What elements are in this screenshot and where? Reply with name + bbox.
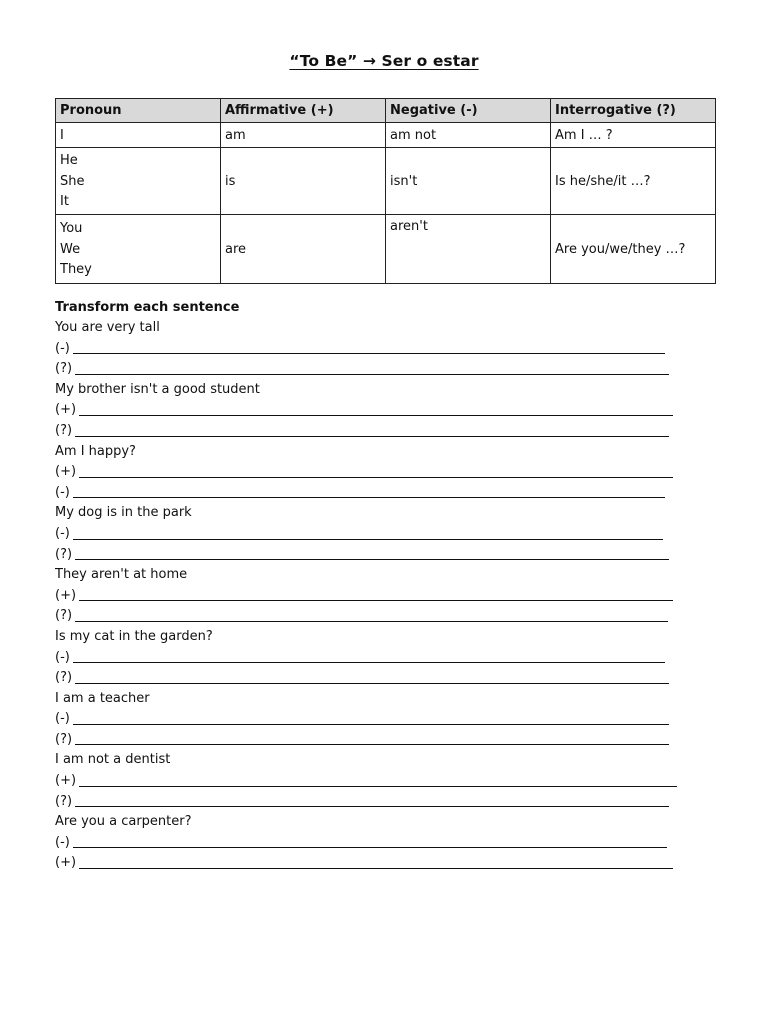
answer-line xyxy=(55,606,695,627)
conjugation-table xyxy=(55,98,716,284)
answer-line xyxy=(55,400,695,421)
pronoun: It xyxy=(60,194,69,210)
table-row xyxy=(56,215,716,284)
table-row xyxy=(56,148,716,215)
pronoun: They xyxy=(60,262,92,278)
answer-line xyxy=(55,586,695,607)
exercises-heading: Transform each sentence xyxy=(55,300,240,315)
answer-mark: (?) xyxy=(55,731,73,747)
answer-line xyxy=(55,771,695,792)
answer-blank-field[interactable] xyxy=(79,867,673,869)
table-row xyxy=(56,123,716,148)
exercise-sentence: I am not a dentist xyxy=(55,752,171,768)
exercise-sentence: Is my cat in the garden? xyxy=(55,628,213,644)
answer-blank-field[interactable] xyxy=(75,558,669,560)
answer-blank-field[interactable] xyxy=(73,723,669,725)
answer-line xyxy=(55,648,695,669)
affirmative-cell: am xyxy=(221,123,386,148)
exercise-sentence: They aren't at home xyxy=(55,567,188,583)
pronoun: We xyxy=(60,241,81,257)
answer-line xyxy=(55,709,695,730)
table-header-row xyxy=(56,99,716,123)
exercise-sentence: My dog is in the park xyxy=(55,505,192,521)
answer-mark: (-) xyxy=(55,834,70,850)
answer-line xyxy=(55,833,695,854)
answer-line xyxy=(55,339,695,360)
answer-blank-field[interactable] xyxy=(73,846,667,848)
exercises-section xyxy=(55,298,695,874)
answer-mark: (-) xyxy=(55,525,70,541)
answer-line xyxy=(55,524,695,545)
answer-blank-field[interactable] xyxy=(73,352,665,354)
affirmative-cell: is xyxy=(221,148,386,215)
pronoun: I xyxy=(60,127,64,143)
answer-mark: (+) xyxy=(55,587,77,603)
header-affirmative: Affirmative (+) xyxy=(221,99,386,123)
interrogative-cell: Am I … ? xyxy=(551,123,716,148)
negative-cell: am not xyxy=(386,123,551,148)
answer-mark: (-) xyxy=(55,649,70,665)
pronoun-cell xyxy=(56,123,221,148)
answer-line xyxy=(55,730,695,751)
exercise-list xyxy=(55,318,695,874)
answer-mark: (?) xyxy=(55,608,73,624)
answer-line xyxy=(55,668,695,689)
header-interrogative: Interrogative (?) xyxy=(551,99,716,123)
answer-mark: (-) xyxy=(55,340,70,356)
answer-blank-field[interactable] xyxy=(73,496,665,498)
pronoun: He xyxy=(60,153,78,169)
answer-blank-field[interactable] xyxy=(79,785,677,787)
answer-blank-field[interactable] xyxy=(79,476,673,478)
pronoun: She xyxy=(60,173,85,189)
negative-cell: aren't xyxy=(386,215,551,284)
answer-line xyxy=(55,483,695,504)
answer-blank-field[interactable] xyxy=(73,661,665,663)
answer-line xyxy=(55,545,695,566)
answer-blank-field[interactable] xyxy=(75,373,669,375)
answer-blank-field[interactable] xyxy=(75,620,668,622)
answer-mark: (?) xyxy=(55,793,73,809)
answer-line xyxy=(55,853,695,874)
answer-mark: (+) xyxy=(55,855,77,871)
pronoun-cell xyxy=(56,215,221,284)
answer-mark: (?) xyxy=(55,546,73,562)
answer-line xyxy=(55,421,695,442)
pronoun: You xyxy=(60,221,83,237)
answer-mark: (-) xyxy=(55,711,70,727)
negative-cell: isn't xyxy=(386,148,551,215)
interrogative-cell: Is he/she/it …? xyxy=(551,148,716,215)
answer-blank-field[interactable] xyxy=(79,599,673,601)
interrogative-cell: Are you/we/they …? xyxy=(551,215,716,284)
exercise-sentence: Are you a carpenter? xyxy=(55,814,192,830)
affirmative-cell: are xyxy=(221,215,386,284)
answer-blank-field[interactable] xyxy=(75,743,669,745)
exercise-sentence: You are very tall xyxy=(55,320,160,335)
answer-mark: (+) xyxy=(55,402,77,418)
exercise-sentence: Am I happy? xyxy=(55,443,136,459)
answer-mark: (-) xyxy=(55,484,70,500)
answer-mark: (+) xyxy=(55,464,77,480)
answer-blank-field[interactable] xyxy=(79,414,673,416)
answer-mark: (?) xyxy=(55,422,73,438)
page-title: “To Be” → Ser o estar xyxy=(289,52,479,70)
header-pronoun: Pronoun xyxy=(56,99,221,123)
header-negative: Negative (-) xyxy=(386,99,551,123)
answer-line xyxy=(55,462,695,483)
exercise-sentence: I am a teacher xyxy=(55,690,150,706)
answer-mark: (+) xyxy=(55,773,77,789)
pronoun-cell xyxy=(56,148,221,215)
answer-mark: (?) xyxy=(55,670,73,686)
answer-blank-field[interactable] xyxy=(75,682,669,684)
answer-blank-field[interactable] xyxy=(75,435,669,437)
exercise-sentence: My brother isn't a good student xyxy=(55,381,260,397)
answer-blank-field[interactable] xyxy=(75,805,669,807)
answer-mark: (?) xyxy=(55,361,73,377)
answer-line xyxy=(55,359,695,380)
answer-blank-field[interactable] xyxy=(73,538,663,540)
answer-line xyxy=(55,792,695,813)
